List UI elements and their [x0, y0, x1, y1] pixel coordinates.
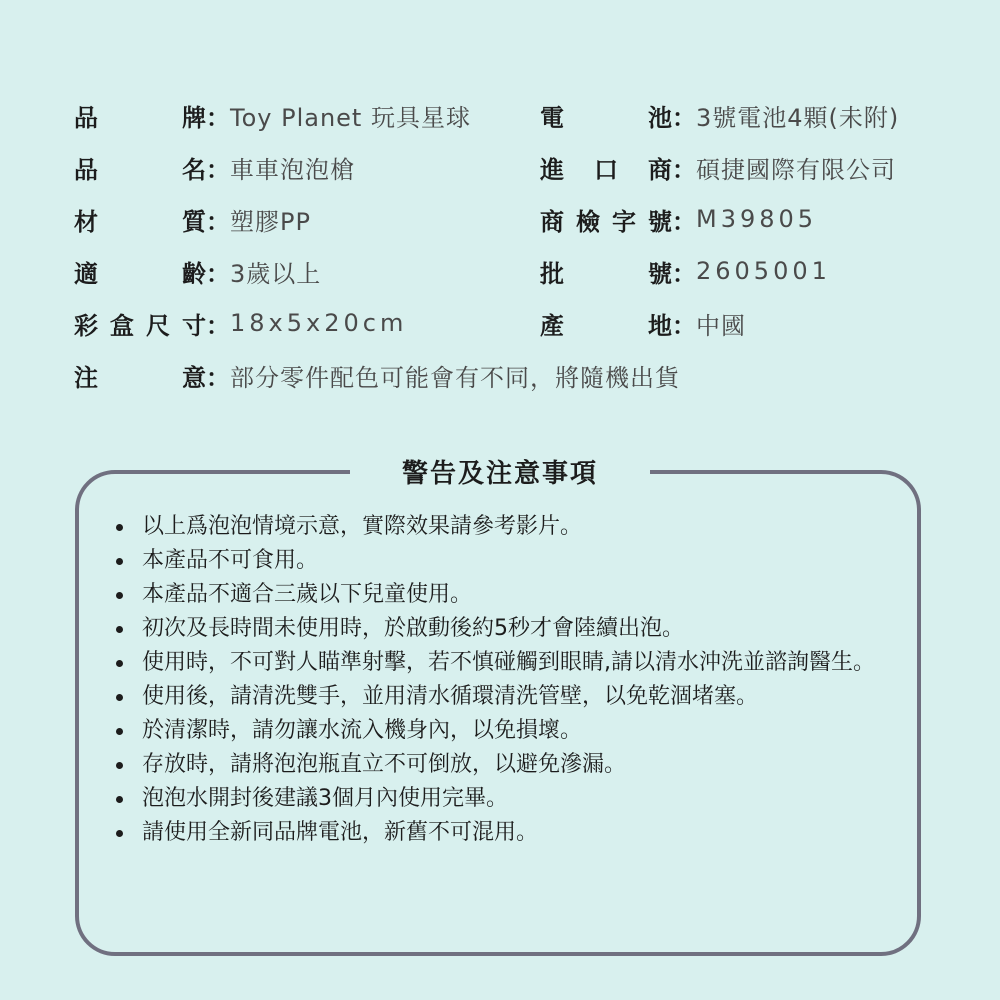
- bullet-icon: [116, 660, 123, 667]
- list-item: 存放時，請將泡泡瓶直立不可倒放，以避免滲漏。: [112, 748, 902, 782]
- bullet-icon: [116, 762, 123, 769]
- spec-brand: 品 牌 ： Toy Planet 玩具星球: [74, 95, 471, 135]
- bullet-icon: [116, 626, 123, 633]
- spec-material: 材 質 ： 塑膠PP: [74, 199, 311, 239]
- spec-importer-value: 碩捷國際有限公司: [696, 155, 896, 184]
- list-item: 泡泡水開封後建議3個月內使用完畢。: [112, 782, 902, 816]
- spec-product-name-value: 車車泡泡槍: [230, 155, 355, 184]
- list-item: 使用時，不可對人瞄準射擊，若不慎碰觸到眼睛,請以清水沖洗並諮詢醫生。: [112, 646, 902, 680]
- list-item: 使用後，請清洗雙手，並用清水循環清洗管壁，以免乾涸堵塞。: [112, 680, 902, 714]
- list-item: 本產品不適合三歲以下兒童使用。: [112, 578, 902, 612]
- list-item: 初次及長時間未使用時，於啟動後約5秒才會陸續出泡。: [112, 612, 902, 646]
- bullet-icon: [116, 558, 123, 565]
- spec-product-name: 品 名 ： 車車泡泡槍: [74, 147, 355, 187]
- spec-box-size: 彩 盒 尺 寸 ： 18x5x20cm: [74, 303, 407, 343]
- spec-importer-label: 進 口 商: [540, 155, 672, 184]
- list-item: 以上爲泡泡情境示意，實際效果請參考影片。: [112, 510, 902, 544]
- spec-age: 適 齡 ： 3歲以上: [74, 251, 321, 291]
- spec-battery: 電 池 ： 3號電池4顆(未附): [540, 95, 899, 135]
- spec-importer: 進 口 商 ： 碩捷國際有限公司: [540, 147, 896, 187]
- spec-batch-no-value: 2605001: [696, 257, 831, 285]
- spec-battery-value: 3號電池4顆(未附): [696, 103, 900, 132]
- list-item: 於清潔時，請勿讓水流入機身內，以免損壞。: [112, 714, 902, 748]
- list-item: 請使用全新同品牌電池，新舊不可混用。: [112, 816, 902, 850]
- spec-inspection-no: 商 檢 字 號 ： M39805: [540, 199, 817, 239]
- spec-product-name-label: 品 名: [74, 155, 206, 184]
- bullet-icon: [116, 796, 123, 803]
- warning-title: 警告及注意事項: [350, 446, 650, 496]
- spec-note-value: 部分零件配色可能會有不同，將隨機出貨: [230, 363, 680, 392]
- spec-note-label: 注 意: [74, 363, 206, 392]
- spec-material-label: 材 質: [74, 207, 206, 236]
- spec-batch-no-label: 批 號: [540, 259, 672, 288]
- spec-origin: 產 地 ： 中國: [540, 303, 746, 343]
- bullet-icon: [116, 830, 123, 837]
- warning-list: [112, 510, 902, 850]
- spec-batch-no: 批 號 ： 2605001: [540, 251, 831, 291]
- spec-brand-value: Toy Planet 玩具星球: [230, 103, 471, 132]
- spec-origin-value: 中國: [696, 311, 746, 340]
- spec-origin-label: 產 地: [540, 311, 672, 340]
- spec-box-size-label: 彩 盒 尺 寸: [74, 311, 206, 340]
- spec-battery-label: 電 池: [540, 103, 672, 132]
- spec-brand-label: 品 牌: [74, 103, 206, 132]
- spec-age-value: 3歲以上: [230, 259, 322, 288]
- spec-box-size-value: 18x5x20cm: [230, 309, 408, 337]
- spec-inspection-no-value: M39805: [696, 205, 818, 233]
- bullet-icon: [116, 592, 123, 599]
- spec-inspection-no-label: 商 檢 字 號: [540, 207, 672, 236]
- bullet-icon: [116, 728, 123, 735]
- bullet-icon: [116, 694, 123, 701]
- spec-note: 注 意 ： 部分零件配色可能會有不同，將隨機出貨: [74, 355, 680, 395]
- list-item: 本產品不可食用。: [112, 544, 902, 578]
- spec-material-value: 塑膠PP: [230, 207, 311, 236]
- bullet-icon: [116, 524, 123, 531]
- spec-age-label: 適 齡: [74, 259, 206, 288]
